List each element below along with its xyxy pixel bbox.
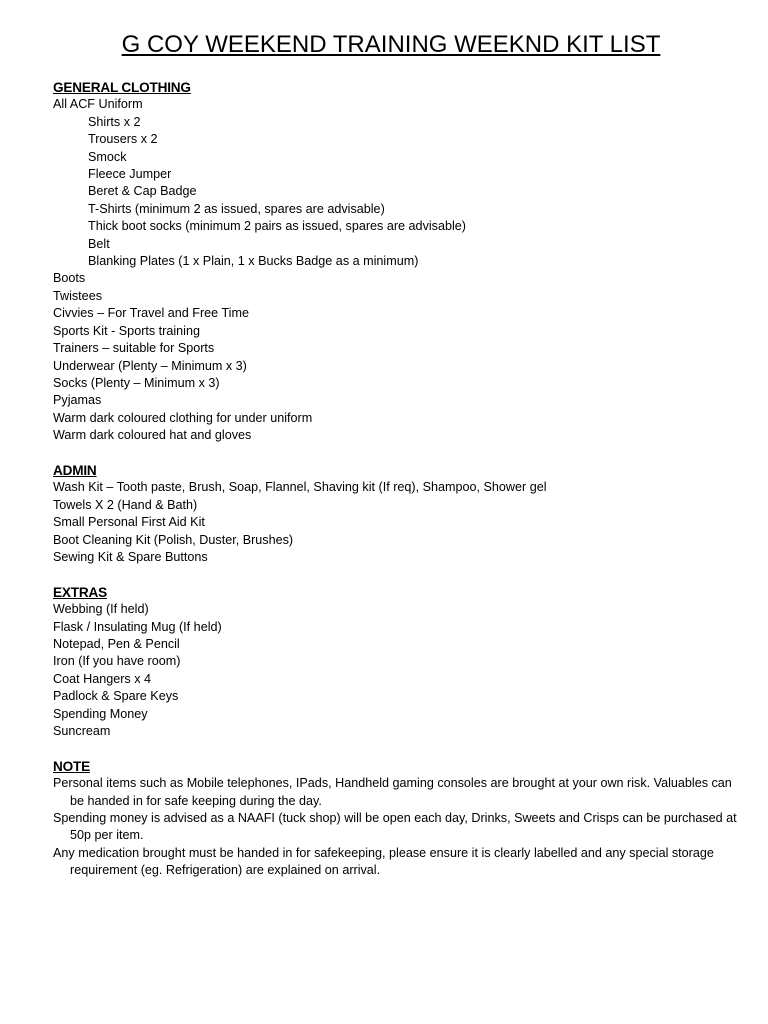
uniform-item: Shirts x 2 (88, 114, 141, 129)
admin-item: Towels X 2 (Hand & Bath) (53, 497, 198, 512)
extras-item: Flask / Insulating Mug (If held) (53, 619, 222, 634)
document-title: G COY WEEKEND TRAINING WEEKND KIT LIST (121, 31, 661, 58)
admin-item: Sewing Kit & Spare Buttons (53, 549, 208, 564)
section-heading-admin: ADMIN (53, 462, 97, 478)
uniform-item: Belt (88, 236, 110, 251)
extras-item: Webbing (If held) (53, 602, 149, 617)
extras-item: Notepad, Pen & Pencil (53, 636, 180, 651)
clothing-item: Boots (53, 271, 86, 286)
uniform-item: Thick boot socks (minimum 2 pairs as issued, spares are advisable) (88, 219, 466, 234)
note-paragraph: Personal items such as Mobile telephones, IPads, Handheld gaming consoles are brought at your own risk. Valuables can be handed in for safe keeping during the day. (53, 776, 732, 808)
section-spacer (53, 566, 743, 583)
admin-item: Small Personal First Aid Kit (53, 515, 205, 530)
uniform-item: Trousers x 2 (88, 132, 158, 147)
document-body (53, 79, 743, 880)
extras-item: Padlock & Spare Keys (53, 689, 179, 704)
clothing-item: Sports Kit - Sports training (53, 323, 200, 338)
section-heading-note: NOTE (53, 758, 90, 774)
section-admin (53, 462, 743, 566)
clothing-item: Underwear (Plenty – Minimum x 3) (53, 358, 247, 373)
extras-item: Spending Money (53, 706, 148, 721)
section-heading-general-clothing: GENERAL CLOTHING (53, 80, 191, 95)
uniform-label: All ACF Uniform (53, 97, 143, 112)
section-spacer (53, 740, 743, 757)
section-spacer (53, 445, 743, 462)
extras-item: Suncream (53, 724, 111, 738)
uniform-item: Smock (88, 149, 127, 164)
admin-item: Wash Kit – Tooth paste, Brush, Soap, Flannel, Shaving kit (If req), Shampoo, Shower gel (53, 480, 547, 495)
note-paragraph: Spending money is advised as a NAAFI (tuck shop) will be open each day, Drinks, Sweets and Crisps can be purchased at 50p per item. (53, 811, 737, 843)
clothing-item: Warm dark coloured hat and gloves (53, 428, 252, 443)
clothing-item: Twistees (53, 288, 102, 303)
clothing-item: Socks (Plenty – Minimum x 3) (53, 375, 220, 390)
note-paragraph: Any medication brought must be handed in for safekeeping, please ensure it is clearly labelled and any special storage requirement (eg. Refrigeration) are explained on arrival. (53, 845, 714, 878)
uniform-item: Beret & Cap Badge (88, 184, 197, 199)
section-heading-extras: EXTRAS (53, 584, 107, 600)
clothing-item: Trainers – suitable for Sports (53, 341, 215, 356)
extras-item: Iron (If you have room) (53, 654, 181, 669)
clothing-item: Civvies – For Travel and Free Time (53, 306, 249, 321)
extras-item: Coat Hangers x 4 (53, 671, 152, 686)
admin-item: Boot Cleaning Kit (Polish, Duster, Brushes) (53, 532, 294, 547)
uniform-item: Blanking Plates (1 x Plain, 1 x Bucks Badge as a minimum) (88, 254, 419, 269)
uniform-item: T-Shirts (minimum 2 as issued, spares are advisable) (88, 201, 385, 216)
section-extras (53, 584, 743, 741)
uniform-item: Fleece Jumper (88, 167, 172, 182)
clothing-item: Pyjamas (53, 393, 102, 408)
section-note (53, 758, 743, 880)
clothing-item: Warm dark coloured clothing for under uniform (53, 410, 313, 425)
section-general-clothing (53, 79, 743, 445)
